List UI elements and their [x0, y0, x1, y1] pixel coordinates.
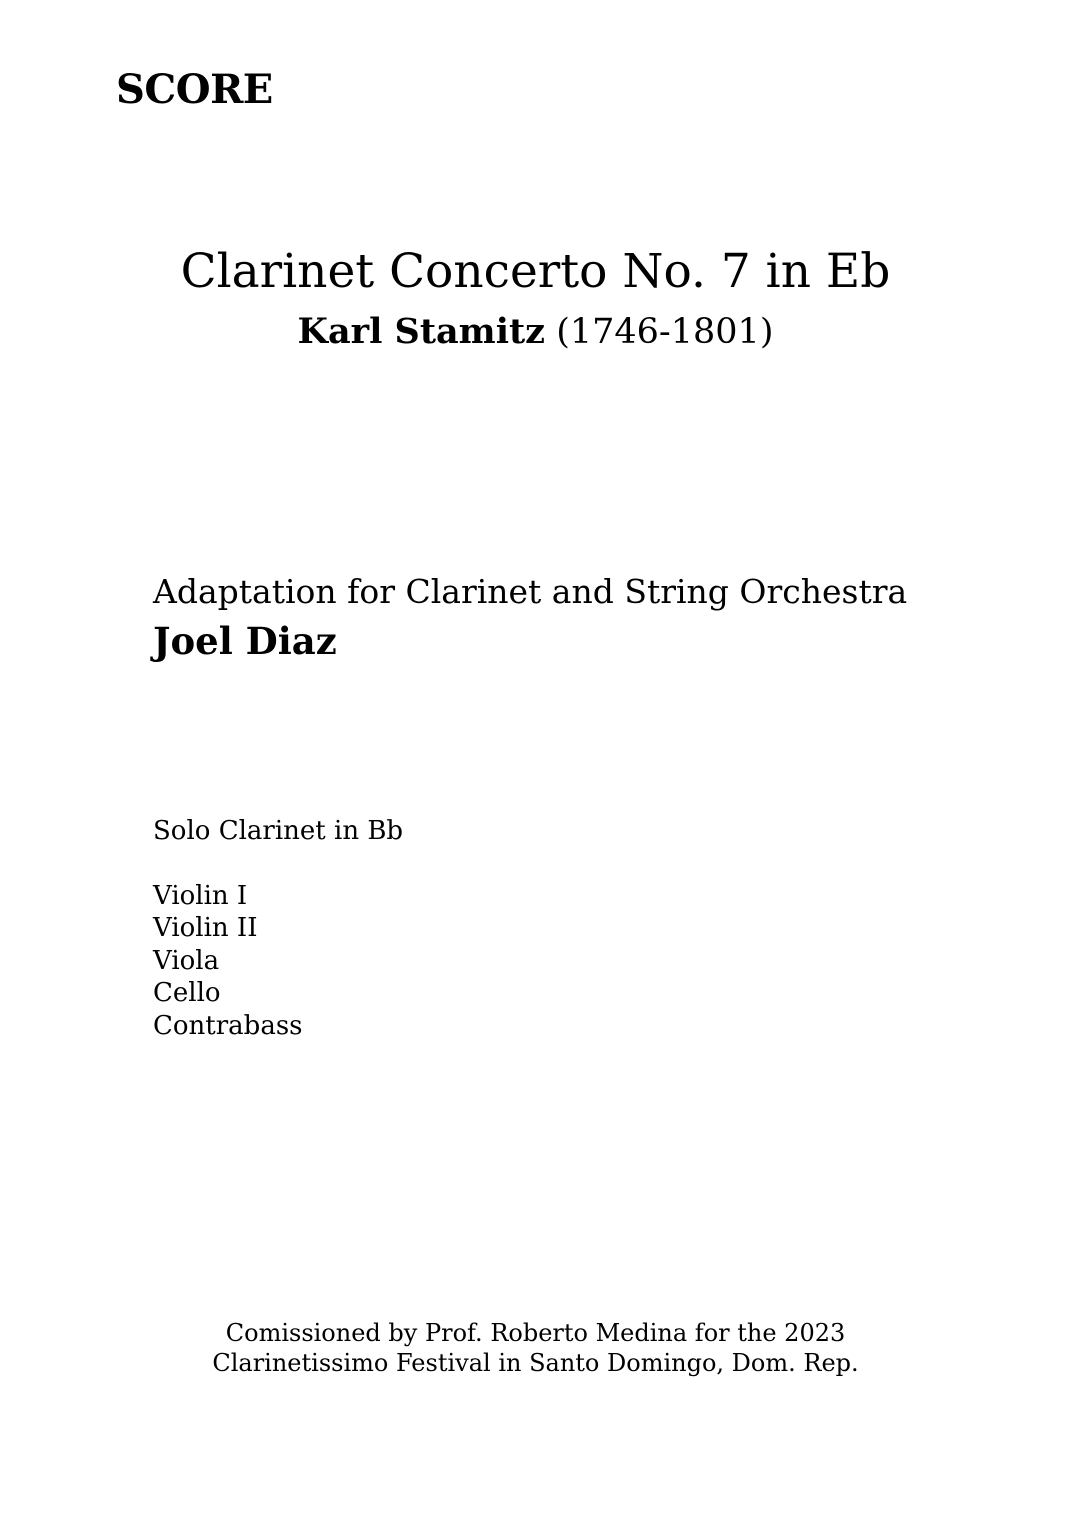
instrumentation-list — [153, 815, 403, 1043]
string-instruments — [153, 880, 403, 1043]
composer-line — [0, 309, 1071, 355]
instrument-violin-2: Violin II — [153, 913, 258, 944]
composer-name: Karl Stamitz — [297, 311, 546, 352]
composer-dates: (1746-1801) — [556, 312, 774, 352]
instrument-violin-1: Violin I — [153, 880, 248, 911]
solo-instrument: Solo Clarinet in Bb — [153, 816, 404, 846]
adaptation-description: Adaptation for Clarinet and String Orchestra — [153, 572, 908, 611]
score-label: SCORE — [116, 66, 273, 113]
instrument-cello: Cello — [153, 978, 221, 1009]
commission-note — [0, 1318, 1071, 1378]
commission-line-1: Comissioned by Prof. Roberto Medina for the 2023 — [225, 1319, 846, 1347]
arranger-name: Joel Diaz — [153, 619, 337, 663]
instrument-contrabass: Contrabass — [153, 1010, 303, 1041]
commission-line-2: Clarinetissimo Festival in Santo Domingo, Dom. Rep. — [212, 1349, 859, 1377]
instrument-viola: Viola — [153, 945, 220, 976]
work-title: Clarinet Concerto No. 7 in Eb — [180, 244, 891, 299]
